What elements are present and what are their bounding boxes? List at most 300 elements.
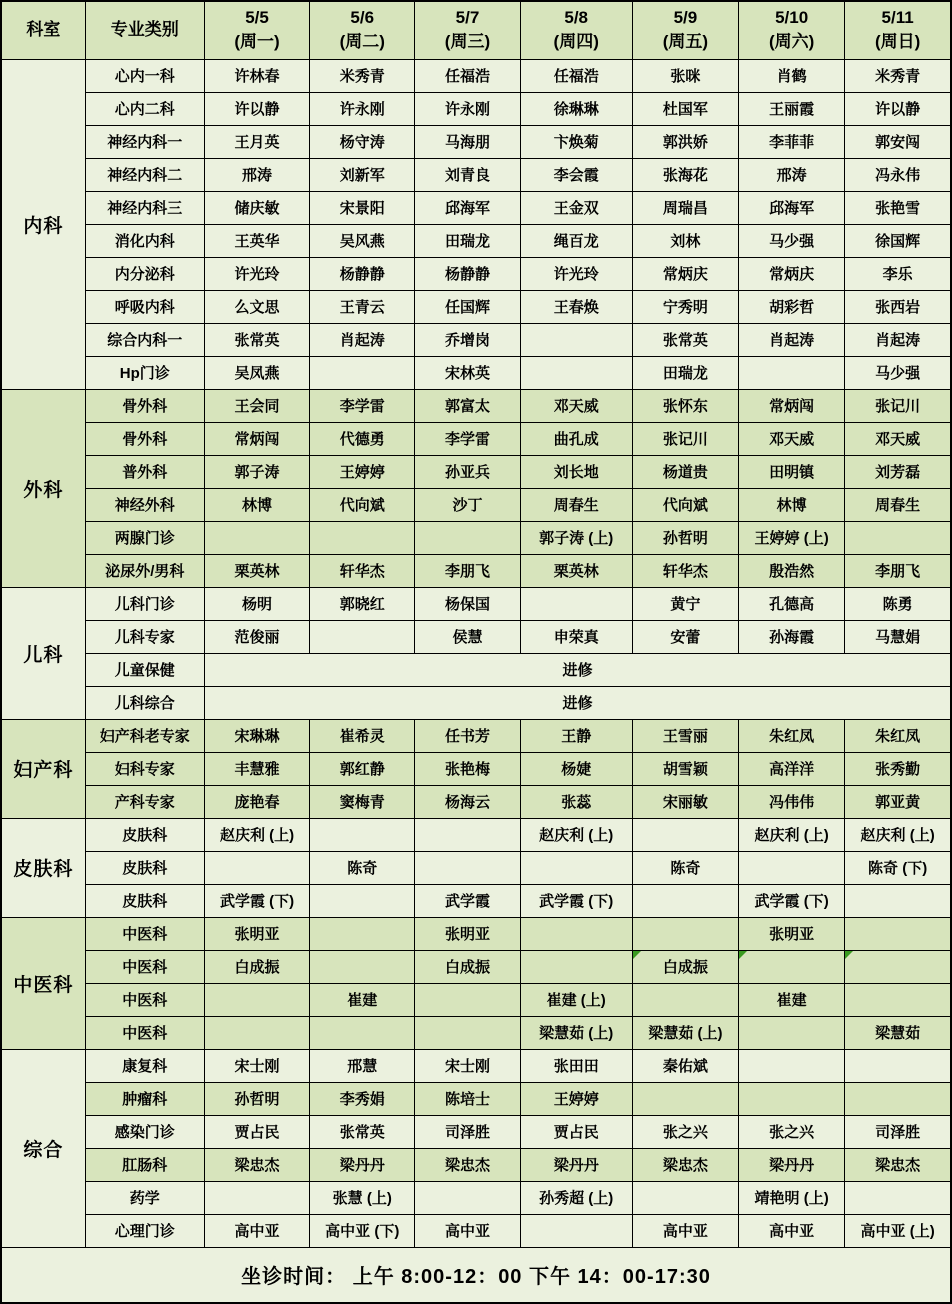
category-cell: 皮肤科 [85, 851, 204, 884]
schedule-cell: 张怀东 [632, 389, 738, 422]
schedule-cell: 宋士刚 [415, 1049, 520, 1082]
schedule-cell [845, 1181, 951, 1214]
schedule-cell [204, 851, 309, 884]
day-date: 5/11 [881, 7, 914, 27]
schedule-cell: 张明亚 [204, 917, 309, 950]
schedule-cell [415, 851, 520, 884]
day-date: 5/9 [673, 7, 698, 27]
schedule-cell: 徐琳琳 [520, 92, 632, 125]
schedule-cell [632, 983, 738, 1016]
schedule-cell: 邓天威 [739, 422, 845, 455]
schedule-cell: 高洋洋 [739, 752, 845, 785]
schedule-cell: 胡雪颖 [632, 752, 738, 785]
schedule-cell: 邱海军 [415, 191, 520, 224]
schedule-cell: 郭晓红 [310, 587, 415, 620]
schedule-cell [415, 983, 520, 1016]
schedule-cell [520, 587, 632, 620]
table-row [1, 1148, 951, 1181]
schedule-cell: 田瑞龙 [415, 224, 520, 257]
schedule-cell: 武学霞 (下) [739, 884, 845, 917]
schedule-cell: 梁忠杰 [204, 1148, 309, 1181]
day-date: 5/7 [455, 7, 480, 27]
category-cell: 泌尿外/男科 [85, 554, 204, 587]
schedule-cell: 李乐 [845, 257, 951, 290]
schedule-cell: 司泽胜 [415, 1115, 520, 1148]
schedule-cell: 郭子涛 (上) [520, 521, 632, 554]
schedule-cell: 杨道贵 [632, 455, 738, 488]
table-row [1, 1214, 951, 1247]
schedule-cell: 许永刚 [310, 92, 415, 125]
schedule-cell: 刘青良 [415, 158, 520, 191]
schedule-cell: 孙哲明 [632, 521, 738, 554]
schedule-cell: 贾占民 [520, 1115, 632, 1148]
schedule-cell: 张记川 [632, 422, 738, 455]
day-week: (周五) [662, 32, 709, 52]
schedule-cell: 肖起涛 [845, 323, 951, 356]
day-week: (周二) [339, 32, 385, 52]
schedule-cell: 许光玲 [204, 257, 309, 290]
category-cell: 中医科 [85, 983, 204, 1016]
schedule-cell: 田明镇 [739, 455, 845, 488]
category-cell: 中医科 [85, 917, 204, 950]
schedule-cell: 梁丹丹 [739, 1148, 845, 1181]
schedule-cell: 邓天威 [520, 389, 632, 422]
schedule-cell: 常炳庆 [632, 257, 738, 290]
schedule-cell: 宋林英 [415, 356, 520, 389]
schedule-cell: 宁秀明 [632, 290, 738, 323]
category-cell: 儿科门诊 [85, 587, 204, 620]
category-header: 专业类别 [85, 1, 204, 59]
schedule-cell: 宋琳琳 [204, 719, 309, 752]
table-row [1, 1049, 951, 1082]
schedule-cell: 林博 [204, 488, 309, 521]
table-row [1, 818, 951, 851]
schedule-cell: 郭富太 [415, 389, 520, 422]
table-row [1, 1016, 951, 1049]
schedule-cell [520, 356, 632, 389]
schedule-cell: 肖起涛 [739, 323, 845, 356]
category-cell: 药学 [85, 1181, 204, 1214]
schedule-cell: 武学霞 [415, 884, 520, 917]
schedule-cell: 乔增岗 [415, 323, 520, 356]
table-row [1, 1115, 951, 1148]
dept-header: 科室 [1, 1, 85, 59]
dept-cell: 妇产科 [1, 719, 85, 818]
schedule-cell: 高中亚 (下) [310, 1214, 415, 1247]
schedule-cell: 赵庆利 (上) [845, 818, 951, 851]
schedule-cell: 梁丹丹 [520, 1148, 632, 1181]
schedule-cell: 梁慧茹 (上) [520, 1016, 632, 1049]
schedule-cell [845, 1082, 951, 1115]
schedule-cell: 张蕊 [520, 785, 632, 818]
schedule-cell: 贾占民 [204, 1115, 309, 1148]
schedule-cell: 冯永伟 [845, 158, 951, 191]
schedule-cell: 代德勇 [310, 422, 415, 455]
schedule-cell: 胡彩哲 [739, 290, 845, 323]
schedule-cell: 郭亚黄 [845, 785, 951, 818]
dept-cell: 中医科 [1, 917, 85, 1049]
schedule-cell: 杨保国 [415, 587, 520, 620]
schedule-cell: 孔德高 [739, 587, 845, 620]
clinic-hours-text: 坐诊时间： 上午 8:00-12：00 下午 14：00-17:30 [1, 1247, 951, 1303]
schedule-cell [845, 983, 951, 1016]
schedule-cell: 周春生 [845, 488, 951, 521]
schedule-cell: 李菲菲 [739, 125, 845, 158]
schedule-cell [204, 1016, 309, 1049]
schedule-cell: 许永刚 [415, 92, 520, 125]
schedule-cell: 常炳闯 [204, 422, 309, 455]
schedule-cell: 范俊丽 [204, 620, 309, 653]
schedule-cell: 宋士刚 [204, 1049, 309, 1082]
schedule-cell: 王月英 [204, 125, 309, 158]
schedule-cell: 张明亚 [415, 917, 520, 950]
schedule-cell [520, 917, 632, 950]
schedule-cell [204, 1181, 309, 1214]
schedule-cell [520, 1214, 632, 1247]
table-row [1, 158, 951, 191]
schedule-cell: 马少强 [739, 224, 845, 257]
schedule-cell: 殷浩然 [739, 554, 845, 587]
schedule-cell: 王静 [520, 719, 632, 752]
schedule-cell: 张咪 [632, 59, 738, 92]
schedule-cell: 常炳庆 [739, 257, 845, 290]
schedule-cell: 陈奇 [310, 851, 415, 884]
category-cell: 肛肠科 [85, 1148, 204, 1181]
schedule-cell: 朱红凤 [845, 719, 951, 752]
table-row [1, 92, 951, 125]
table-row [1, 455, 951, 488]
table-row [1, 224, 951, 257]
schedule-cell: 邢涛 [739, 158, 845, 191]
schedule-cell: 张常英 [204, 323, 309, 356]
schedule-cell: 侯慧 [415, 620, 520, 653]
day-date: 5/10 [775, 7, 809, 27]
day-week: (周六) [768, 32, 815, 52]
schedule-cell: 梁慧茹 [845, 1016, 951, 1049]
schedule-cell: 黄宁 [632, 587, 738, 620]
table-row [1, 422, 951, 455]
schedule-cell: 赵庆利 (上) [739, 818, 845, 851]
schedule-cell: 庞艳春 [204, 785, 309, 818]
schedule-cell: 刘新军 [310, 158, 415, 191]
schedule-cell: 杨海云 [415, 785, 520, 818]
table-row [1, 587, 951, 620]
schedule-cell: 周春生 [520, 488, 632, 521]
schedule-cell: 丰慧雅 [204, 752, 309, 785]
category-cell: 康复科 [85, 1049, 204, 1082]
schedule-cell: 邱海军 [739, 191, 845, 224]
table-row [1, 620, 951, 653]
schedule-cell: 马少强 [845, 356, 951, 389]
schedule-cell: 宋景阳 [310, 191, 415, 224]
table-row [1, 917, 951, 950]
category-cell: 儿科综合 [85, 686, 204, 719]
schedule-cell: 吴风燕 [310, 224, 415, 257]
schedule-cell: 代向斌 [310, 488, 415, 521]
schedule-cell: 许林春 [204, 59, 309, 92]
dept-cell: 综合 [1, 1049, 85, 1247]
category-cell: 骨外科 [85, 422, 204, 455]
schedule-cell: 高中亚 [415, 1214, 520, 1247]
category-cell: 神经内科一 [85, 125, 204, 158]
schedule-cell: 白成振 [204, 950, 309, 983]
schedule-cell: 司泽胜 [845, 1115, 951, 1148]
schedule-cell [845, 950, 951, 983]
category-cell: 产科专家 [85, 785, 204, 818]
schedule-cell: 轩华杰 [310, 554, 415, 587]
schedule-cell [415, 1016, 520, 1049]
schedule-cell: 邓天威 [845, 422, 951, 455]
schedule-cell: 刘林 [632, 224, 738, 257]
schedule-cell: 绳百龙 [520, 224, 632, 257]
schedule-cell: 申荣真 [520, 620, 632, 653]
schedule-cell: 张田田 [520, 1049, 632, 1082]
schedule-cell: 马慧娟 [845, 620, 951, 653]
schedule-cell [739, 356, 845, 389]
schedule-cell: 吴凤燕 [204, 356, 309, 389]
schedule-cell [204, 983, 309, 1016]
schedule-cell: 代向斌 [632, 488, 738, 521]
category-cell: 妇产科老专家 [85, 719, 204, 752]
schedule-cell: 许以静 [845, 92, 951, 125]
schedule-cell: 周瑞昌 [632, 191, 738, 224]
schedule-cell: 刘芳磊 [845, 455, 951, 488]
schedule-cell [415, 521, 520, 554]
schedule-cell: 宋丽敏 [632, 785, 738, 818]
schedule-cell [845, 521, 951, 554]
schedule-cell: 高中亚 [632, 1214, 738, 1247]
day-week: (周四) [553, 32, 599, 52]
schedule-cell [204, 521, 309, 554]
table-row [1, 653, 951, 686]
schedule-cell [739, 1049, 845, 1082]
schedule-cell [310, 950, 415, 983]
schedule-cell: 杨守涛 [310, 125, 415, 158]
schedule-cell: 李朋飞 [845, 554, 951, 587]
schedule-cell [845, 884, 951, 917]
table-row [1, 686, 951, 719]
schedule-cell: 崔希灵 [310, 719, 415, 752]
category-cell: 呼吸内科 [85, 290, 204, 323]
schedule-cell: 马海朋 [415, 125, 520, 158]
schedule-cell: 杨明 [204, 587, 309, 620]
footer-row [1, 1247, 951, 1303]
schedule-cell: 郭安闯 [845, 125, 951, 158]
dept-cell: 外科 [1, 389, 85, 587]
schedule-cell: 李朋飞 [415, 554, 520, 587]
schedule-cell: 刘长地 [520, 455, 632, 488]
schedule-cell: 崔建 [739, 983, 845, 1016]
schedule-cell: 郭红静 [310, 752, 415, 785]
schedule-cell: 任国辉 [415, 290, 520, 323]
table-row [1, 257, 951, 290]
header-row [1, 1, 951, 59]
table-row [1, 290, 951, 323]
schedule-cell: 肖起涛 [310, 323, 415, 356]
schedule-cell: 张艳雪 [845, 191, 951, 224]
category-cell: 中医科 [85, 1016, 204, 1049]
schedule-cell: 张海花 [632, 158, 738, 191]
schedule-cell: 陈勇 [845, 587, 951, 620]
schedule-cell: 陈奇 (下) [845, 851, 951, 884]
schedule-cell: 武学霞 (下) [520, 884, 632, 917]
day-week: (周一) [234, 32, 280, 52]
schedule-cell: 邢涛 [204, 158, 309, 191]
schedule-cell: 孙亚兵 [415, 455, 520, 488]
category-cell: 妇科专家 [85, 752, 204, 785]
category-cell: 中医科 [85, 950, 204, 983]
comment-marker-icon [845, 951, 853, 959]
schedule-cell [845, 1049, 951, 1082]
schedule-body [1, 59, 951, 1247]
schedule-cell: 李会霞 [520, 158, 632, 191]
schedule-cell: 张常英 [632, 323, 738, 356]
schedule-cell: 杨静静 [415, 257, 520, 290]
schedule-cell: 赵庆利 (上) [204, 818, 309, 851]
schedule-cell: 冯伟伟 [739, 785, 845, 818]
schedule-cell [739, 851, 845, 884]
schedule-cell: 张之兴 [739, 1115, 845, 1148]
schedule-cell [520, 950, 632, 983]
category-cell: 消化内科 [85, 224, 204, 257]
category-cell: Hp门诊 [85, 356, 204, 389]
schedule-cell: 许以静 [204, 92, 309, 125]
table-row [1, 191, 951, 224]
schedule-cell: 田瑞龙 [632, 356, 738, 389]
schedule-cell [739, 950, 845, 983]
schedule-cell: 李学雷 [310, 389, 415, 422]
category-cell: 两腺门诊 [85, 521, 204, 554]
schedule-cell: 任书芳 [415, 719, 520, 752]
day-date: 5/8 [564, 7, 589, 27]
schedule-cell: 郭子涛 [204, 455, 309, 488]
schedule-cell [310, 356, 415, 389]
schedule-cell: 朱红凤 [739, 719, 845, 752]
schedule-cell: 轩华杰 [632, 554, 738, 587]
day-week: (周三) [444, 32, 491, 52]
day-header [845, 1, 951, 59]
schedule-cell: 肖鹤 [739, 59, 845, 92]
schedule-cell [520, 323, 632, 356]
schedule-cell: 陈培士 [415, 1082, 520, 1115]
schedule-cell: 林博 [739, 488, 845, 521]
schedule-cell: 储庆敏 [204, 191, 309, 224]
schedule-cell: 崔建 [310, 983, 415, 1016]
day-header [310, 1, 415, 59]
table-row [1, 1082, 951, 1115]
category-cell: 儿科专家 [85, 620, 204, 653]
schedule-cell: 白成振 [415, 950, 520, 983]
schedule-cell: 杜国军 [632, 92, 738, 125]
schedule-cell: 高中亚 [739, 1214, 845, 1247]
category-cell: 神经内科三 [85, 191, 204, 224]
schedule-cell: 陈奇 [632, 851, 738, 884]
schedule-cell: 张明亚 [739, 917, 845, 950]
schedule-cell [310, 917, 415, 950]
schedule-cell: 张慧 (上) [310, 1181, 415, 1214]
schedule-cell: 曲孔成 [520, 422, 632, 455]
schedule-cell [632, 884, 738, 917]
schedule-cell: 孙海霞 [739, 620, 845, 653]
table-row [1, 521, 951, 554]
schedule-cell: 高中亚 [204, 1214, 309, 1247]
schedule-cell: 张秀勤 [845, 752, 951, 785]
schedule-cell: 梁忠杰 [415, 1148, 520, 1181]
schedule-cell: 徐国辉 [845, 224, 951, 257]
schedule-cell: 米秀青 [310, 59, 415, 92]
schedule-cell: 杨静静 [310, 257, 415, 290]
schedule-cell [310, 1016, 415, 1049]
schedule-cell: 张之兴 [632, 1115, 738, 1148]
category-cell: 皮肤科 [85, 818, 204, 851]
table-row [1, 851, 951, 884]
schedule-cell: 卞焕菊 [520, 125, 632, 158]
schedule-cell: 栗英林 [204, 554, 309, 587]
schedule-cell: 王金双 [520, 191, 632, 224]
schedule-cell: 王婷婷 (上) [739, 521, 845, 554]
category-cell: 心内二科 [85, 92, 204, 125]
table-row [1, 323, 951, 356]
table-row [1, 389, 951, 422]
table-row [1, 1181, 951, 1214]
table-row [1, 950, 951, 983]
schedule-cell: 安蕾 [632, 620, 738, 653]
schedule-cell: 李学雷 [415, 422, 520, 455]
schedule-cell: 武学霞 (下) [204, 884, 309, 917]
schedule-cell: 王婷婷 [310, 455, 415, 488]
schedule-cell: 张常英 [310, 1115, 415, 1148]
schedule-cell: 杨婕 [520, 752, 632, 785]
category-cell: 心理门诊 [85, 1214, 204, 1247]
schedule-cell: 梁忠杰 [632, 1148, 738, 1181]
schedule-cell [739, 1016, 845, 1049]
schedule-cell: 王春焕 [520, 290, 632, 323]
schedule-cell: 孙秀超 (上) [520, 1181, 632, 1214]
category-cell: 感染门诊 [85, 1115, 204, 1148]
schedule-cell: 李秀娟 [310, 1082, 415, 1115]
schedule-cell [632, 917, 738, 950]
table-row [1, 59, 951, 92]
category-cell: 神经外科 [85, 488, 204, 521]
schedule-cell: 梁忠杰 [845, 1148, 951, 1181]
schedule-cell [845, 917, 951, 950]
schedule-cell [310, 818, 415, 851]
category-cell: 儿童保健 [85, 653, 204, 686]
schedule-cell: 栗英林 [520, 554, 632, 587]
category-cell: 心内一科 [85, 59, 204, 92]
schedule-cell: 米秀青 [845, 59, 951, 92]
schedule-cell: 孙哲明 [204, 1082, 309, 1115]
comment-marker-icon [633, 951, 641, 959]
table-row [1, 488, 951, 521]
dept-cell: 内科 [1, 59, 85, 389]
schedule-cell: 梁丹丹 [310, 1148, 415, 1181]
table-row [1, 719, 951, 752]
day-date: 5/6 [350, 7, 375, 27]
schedule-cell [632, 1181, 738, 1214]
schedule-cell: 沙丁 [415, 488, 520, 521]
dept-cell: 皮肤科 [1, 818, 85, 917]
dept-cell: 儿科 [1, 587, 85, 719]
schedule-cell: 秦佑斌 [632, 1049, 738, 1082]
day-header [415, 1, 520, 59]
schedule-cell [310, 884, 415, 917]
schedule-cell: 梁慧茹 (上) [632, 1016, 738, 1049]
comment-marker-icon [739, 951, 747, 959]
category-cell: 综合内科一 [85, 323, 204, 356]
schedule-cell: 崔建 (上) [520, 983, 632, 1016]
category-cell: 肿瘤科 [85, 1082, 204, 1115]
